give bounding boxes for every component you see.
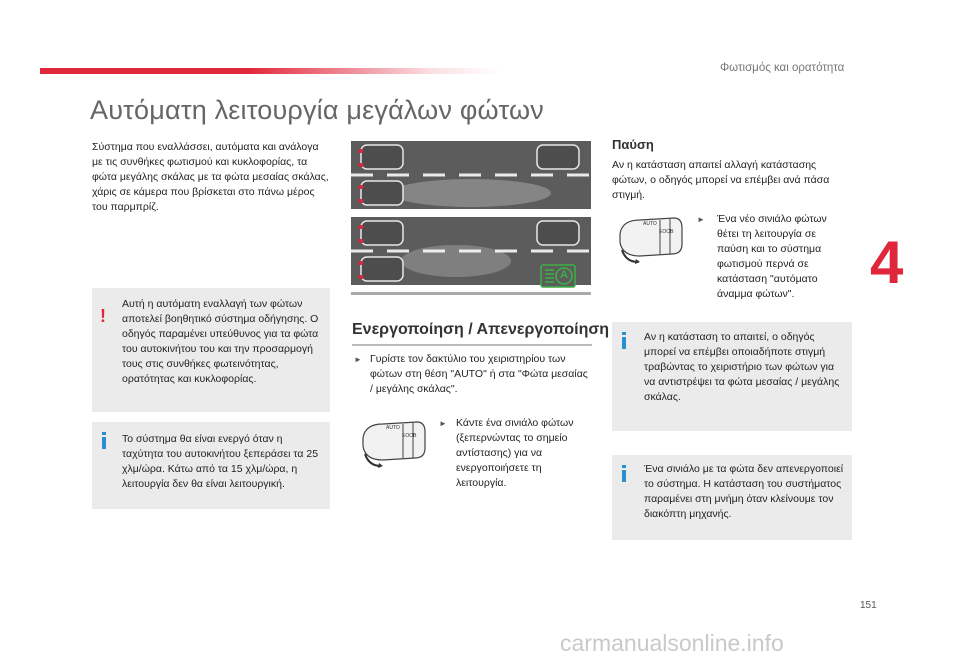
page-number: 151 (860, 600, 877, 611)
activation-bullet-2: Κάντε ένα σινιάλο φώτων (ξεπερνώντας το σημείο αντίστασης) για να ενεργοποιήσετε τη λειτουργία. (456, 417, 574, 489)
info-speed-text: Το σύστημα θα είναι ενεργό όταν η ταχύτητα του αυτοκινήτου ξεπεράσει τα 25 χλμ/ώρα. Κάτω από τα 15 χλμ/ώρα, η λειτουργία δεν θα είναι λειτουργική. (122, 433, 319, 490)
bullet-icon: ► (439, 419, 447, 428)
stalk-label-auto: AUTO (386, 425, 400, 431)
high-beam-illustration (351, 141, 591, 298)
bullet-icon: ► (697, 215, 705, 224)
warning-text: Αυτή η αυτόματη εναλλαγή των φώτων αποτελεί βοηθητικό σύστημα οδήγησης. Ο οδηγός παραμένει υπεύθυνος για τα φώτα του αυτοκινήτου του και την προσαρμογή τους στις συνθήκες φωτεινότητας, ορατότητας και κυκλοφορίας. (122, 298, 319, 385)
indicator-letter: A (560, 269, 568, 281)
auto-high-beam-indicator-icon (541, 265, 575, 287)
section-label: Φωτισμός και ορατότητα (720, 62, 845, 74)
info-memory-text: Ένα σινιάλο με τα φώτα δεν απενεργοποιεί το σύστημα. Η κατάσταση του συστήματος παραμένει στη μνήμη όταν κλείνουμε τον διακόπτη μηχανής. (644, 463, 844, 520)
stalk-label-lights: ΕΟΟΒ (659, 229, 674, 235)
pause-paragraph: Αν η κατάσταση απαιτεί αλλαγή κατάστασης φώτων, ο οδηγός μπορεί να επέμβει ανά πάσα στιγμή. (612, 159, 830, 201)
pause-bullet: Ένα νέο σινιάλο φώτων θέτει τη λειτουργία σε παύση και το σύστημα φωτισμού περνά σε κατάσταση "αυτόματο άναμμα φώτων". (717, 213, 827, 300)
watermark: carmanualsonline.info (560, 630, 784, 656)
stalk-label-lights: ΕΟΟΒ (402, 433, 417, 439)
activation-bullet-1: Γυρίστε τον δακτύλιο του χειριστηρίου των φώτων στη θέση "AUTO" ή στα "Φώτα μεσαίας / μεγάλης σκάλας". (370, 353, 588, 395)
info-override-text: Αν η κατάσταση το απαιτεί, ο οδηγός μπορεί να επέμβει οποιαδήποτε στιγμή τραβώντας το χειριστήριο των φώτων για να αντιστρέψει τα φώτα μεσαίας / μεγάλης σκάλας. (644, 331, 840, 403)
header-accent-bar (40, 68, 500, 74)
info-icon (622, 332, 626, 349)
info-icon (622, 465, 626, 482)
pause-heading: Παύση (612, 137, 654, 152)
stalk-label-auto: AUTO (643, 221, 657, 227)
info-icon (102, 432, 106, 449)
heading-divider (352, 344, 592, 346)
bullet-icon: ► (354, 355, 362, 364)
activation-heading: Ενεργοποίηση / Απενεργοποίηση (352, 321, 610, 338)
warning-icon: ! (100, 306, 106, 326)
intro-paragraph: Σύστημα που εναλλάσσει, αυτόματα και ανάλογα με τις συνθήκες φωτισμού και κυκλοφορίας, τα φώτα μεγάλης σκάλας με τα φώτα μεσαίας σκάλας, χάρις σε κάμερα που βρίσκεται στο πάνω μέρος του παρμπρίζ. (92, 141, 329, 213)
page-title: Αυτόματη λειτουργία μεγάλων φώτων (90, 95, 544, 125)
chapter-number: 4 (870, 229, 904, 296)
